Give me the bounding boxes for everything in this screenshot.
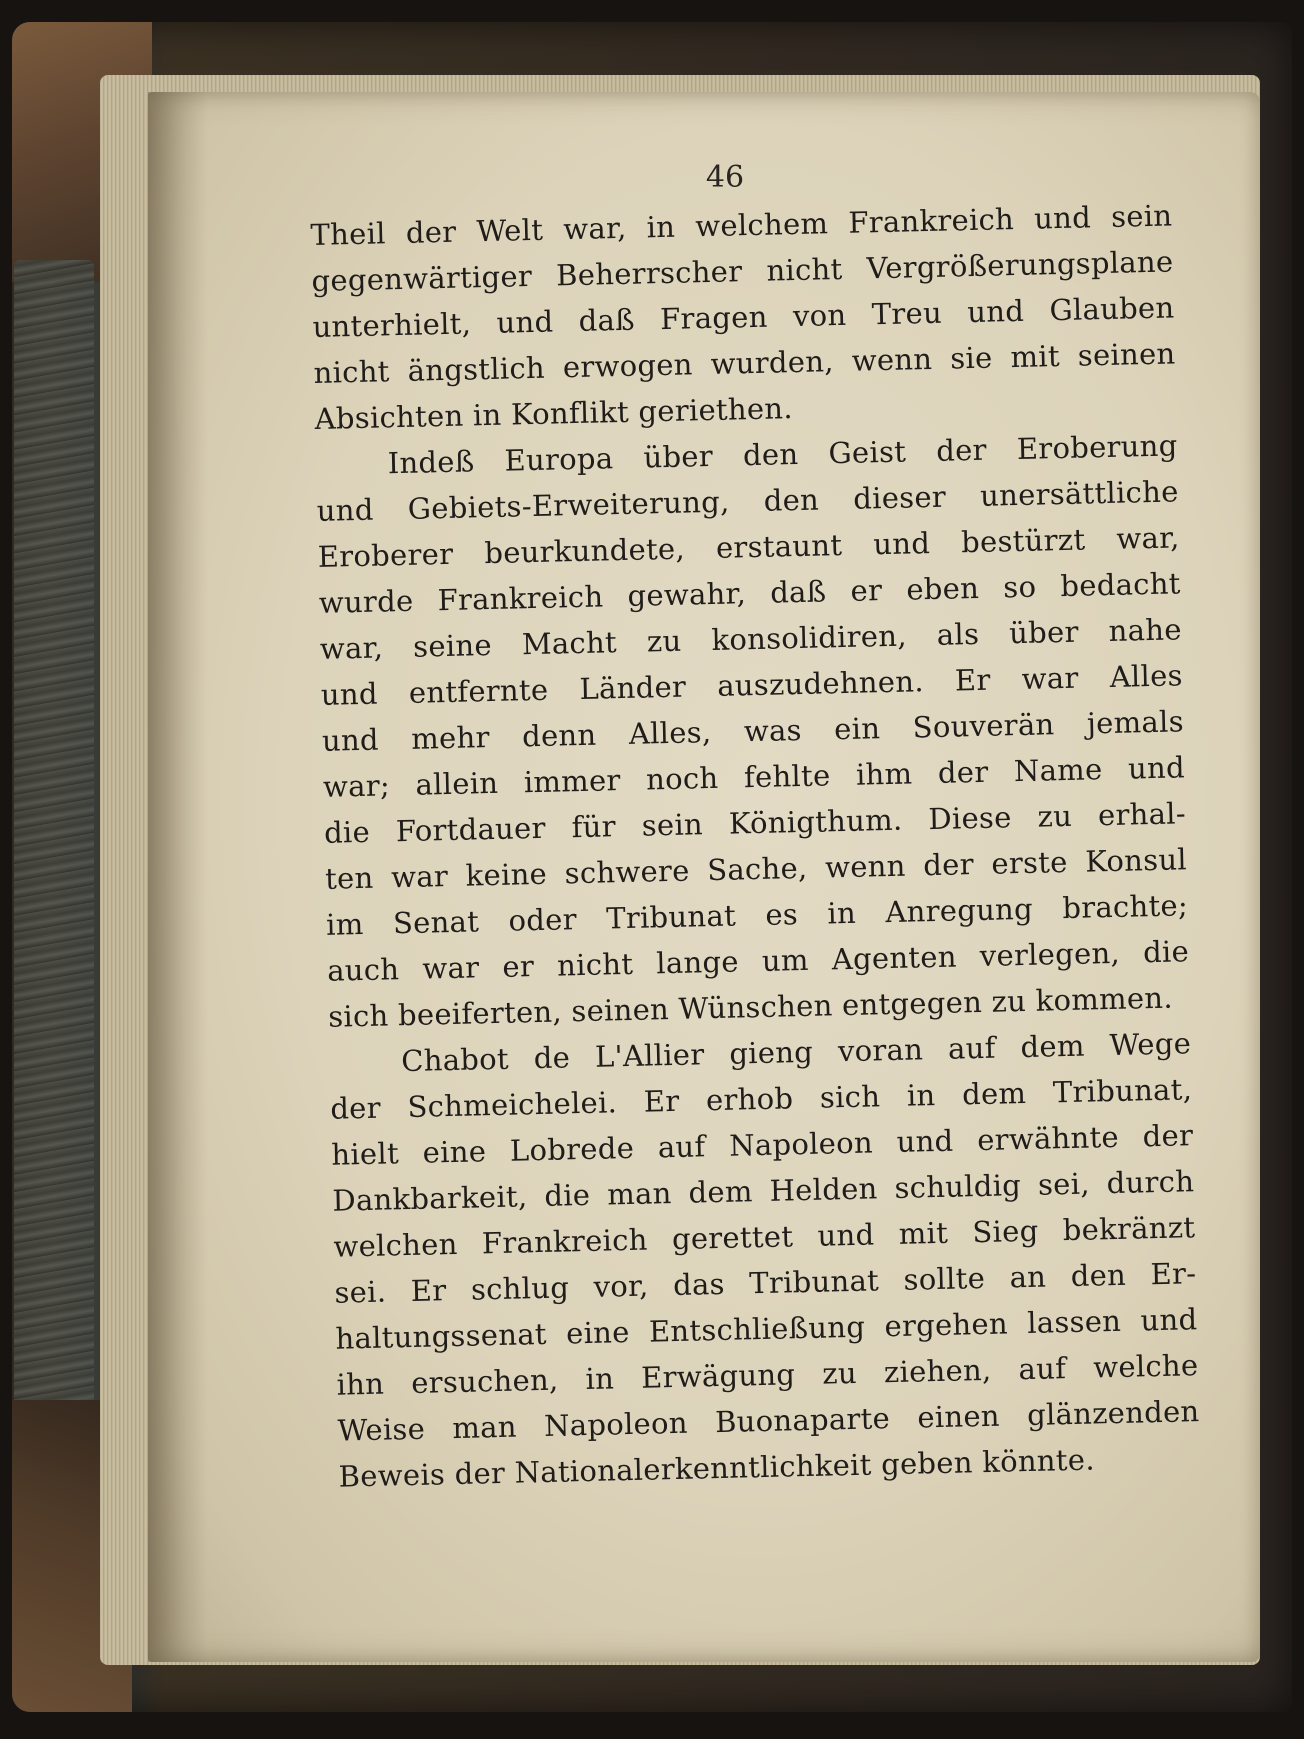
text-line: unterhielt, und daß Fragen von Treu und Glauben <box>312 290 1175 344</box>
body-text <box>310 192 1201 1499</box>
text-line: Dankbarkeit, die man dem Helden schuldig sei, durch <box>332 1164 1195 1218</box>
text-line: im Senat oder Tribunat es in Anregung brachte; <box>325 888 1189 942</box>
text-line: Eroberer beurkundete, erstaunt und bestürzt war, <box>317 520 1180 574</box>
text-line: sich beeiferten, seinen Wünschen entgegen zu kommen. <box>327 980 1174 1034</box>
text-line: ihn ersuchen, in Erwägung zu ziehen, auf welche <box>336 1348 1199 1402</box>
text-line: und Gebiets-Erweiterung, den dieser unersättliche <box>316 474 1179 528</box>
text-line: und entfernte Länder auszudehnen. Er war Alles <box>320 658 1184 712</box>
text-line: der Schmeichelei. Er erhob sich in dem Tribunat, <box>329 1072 1193 1126</box>
text-line: ten war keine schwere Sache, wenn der erste Konsul <box>324 842 1188 896</box>
text-line: gegenwärtiger Beherrscher nicht Vergrößerungsplane <box>311 244 1174 298</box>
page-number: 46 <box>705 160 745 195</box>
text-line: nicht ängstlich erwogen wurden, wenn sie mit seinen <box>313 336 1176 390</box>
text-line: haltungssenat eine Entschließung ergehen lassen und <box>335 1302 1198 1356</box>
text-line: hielt eine Lobrede auf Napoleon und erwähnte der <box>331 1118 1194 1172</box>
text-line: sei. Er schlug vor, das Tribunat sollte an den Er- <box>334 1256 1197 1310</box>
text-line: Theil der Welt war, in welchem Frankreich und sein <box>310 198 1173 252</box>
text-line: Chabot de L'Allier gieng voran auf dem Wege <box>400 1026 1192 1079</box>
text-line: wurde Frankreich gewahr, daß er eben so bedacht <box>318 566 1182 620</box>
text-line: und mehr denn Alles, was ein Souverän jemals <box>321 704 1185 758</box>
text-line: auch war er nicht lange um Agenten verlegen, die <box>326 934 1190 988</box>
text-line: welchen Frankreich gerettet und mit Sieg bekränzt <box>333 1210 1196 1264</box>
text-line: Beweis der Nationalerkenntlichkeit geben könnte. <box>338 1442 1096 1494</box>
text-line: die Fortdauer für sein Königthum. Diese zu erhal- <box>323 796 1187 850</box>
text-line: war; allein immer noch fehlte ihm der Name und <box>322 750 1186 804</box>
text-line: Weise man Napoleon Buonaparte einen glänzenden <box>337 1394 1200 1448</box>
text-line: Absichten in Konflikt geriethen. <box>314 391 794 436</box>
text-line: Indeß Europa über den Geist der Eroberung <box>387 428 1178 481</box>
marbled-cover-board <box>14 260 94 1410</box>
text-line: war, seine Macht zu konsolidiren, als über nahe <box>319 612 1183 666</box>
